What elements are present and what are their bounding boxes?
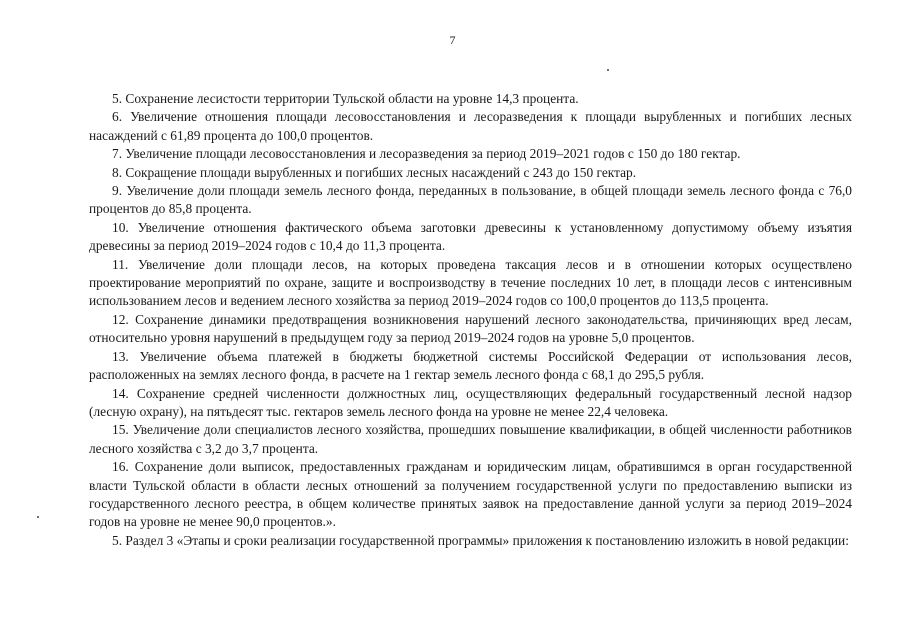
paragraph: 11. Увеличение доли площади лесов, на которых проведена таксация лесов и в отношении которых осуществлено проектирование мероприятий по охране, защите и воспроизводству в течение последних 10 лет, в площади лесов с интенсивным использованием лесов и ведением лесного хозяйства за период 2019–2024 годов со 100,0 процентов до 113,5 процента.: [89, 256, 852, 309]
paragraph: 5. Раздел 3 «Этапы и сроки реализации государственной программы» приложения к постановлению изложить в новой редакции:: [112, 532, 849, 548]
scan-speck: [37, 516, 39, 518]
scan-speck: [607, 69, 609, 71]
document-body: [89, 90, 852, 550]
page-number: 7: [449, 33, 456, 47]
paragraph: 16. Сохранение доли выписок, предоставленных гражданам и юридическим лицам, обратившимся в орган государственной власти Тульской области в области лесных отношений за получением государственной услуги по предоставлению выписки из государственного лесного реестра, в общем количестве принятых заявок на предоставление данной услуги за период 2019–2024 годов на уровне не менее 90,0 процентов.».: [89, 459, 852, 530]
paragraph: 6. Увеличение отношения площади лесовосстановления и лесоразведения к площади вырубленных и погибших лесных насаждений с 61,89 процента до 100,0 процентов.: [89, 109, 852, 143]
paragraph: 12. Сохранение динамики предотвращения возникновения нарушений лесного законодательства, причиняющих вред лесам, относительно уровня нарушений в предыдущем году за период 2019–2024 годов на уровне 5,0 процентов.: [89, 311, 852, 346]
paragraph: 5. Сохранение лесистости территории Тульской области на уровне 14,3 процента.: [112, 91, 579, 106]
paragraph: 13. Увеличение объема платежей в бюджеты бюджетной системы Российской Федерации от использования лесов, расположенных на землях лесного фонда, в расчете на 1 гектар земель лесного фонда с 68,1 до 295,5 рубля.: [89, 348, 852, 383]
paragraph: 9. Увеличение доли площади земель лесного фонда, переданных в пользование, в общей площади земель лесного фонда с 76,0 процентов до 85,8 процента.: [89, 183, 852, 217]
paragraph: 10. Увеличение отношения фактического объема заготовки древесины к установленному допустимому объему изъятия древесины за период 2019–2024 годов с 10,4 до 11,3 процента.: [89, 219, 852, 254]
paragraph: 8. Сокращение площади вырубленных и погибших лесных насаждений с 243 до 150 гектар.: [112, 164, 637, 180]
paragraph: 7. Увеличение площади лесовосстановления и лесоразведения за период 2019–2021 годов с 150 до 180 гектар.: [112, 146, 741, 162]
paragraph: 15. Увеличение доли специалистов лесного хозяйства, прошедших повышение квалификации, в общей численности работников лесного хозяйства с 3,2 до 3,7 процента.: [89, 422, 852, 456]
paragraph: 14. Сохранение средней численности должностных лиц, осуществляющих федеральный государственный лесной надзор (лесную охрану), на пятьдесят тыс. гектаров земель лесного фонда на уровне не менее 22,4 человека.: [89, 385, 852, 419]
